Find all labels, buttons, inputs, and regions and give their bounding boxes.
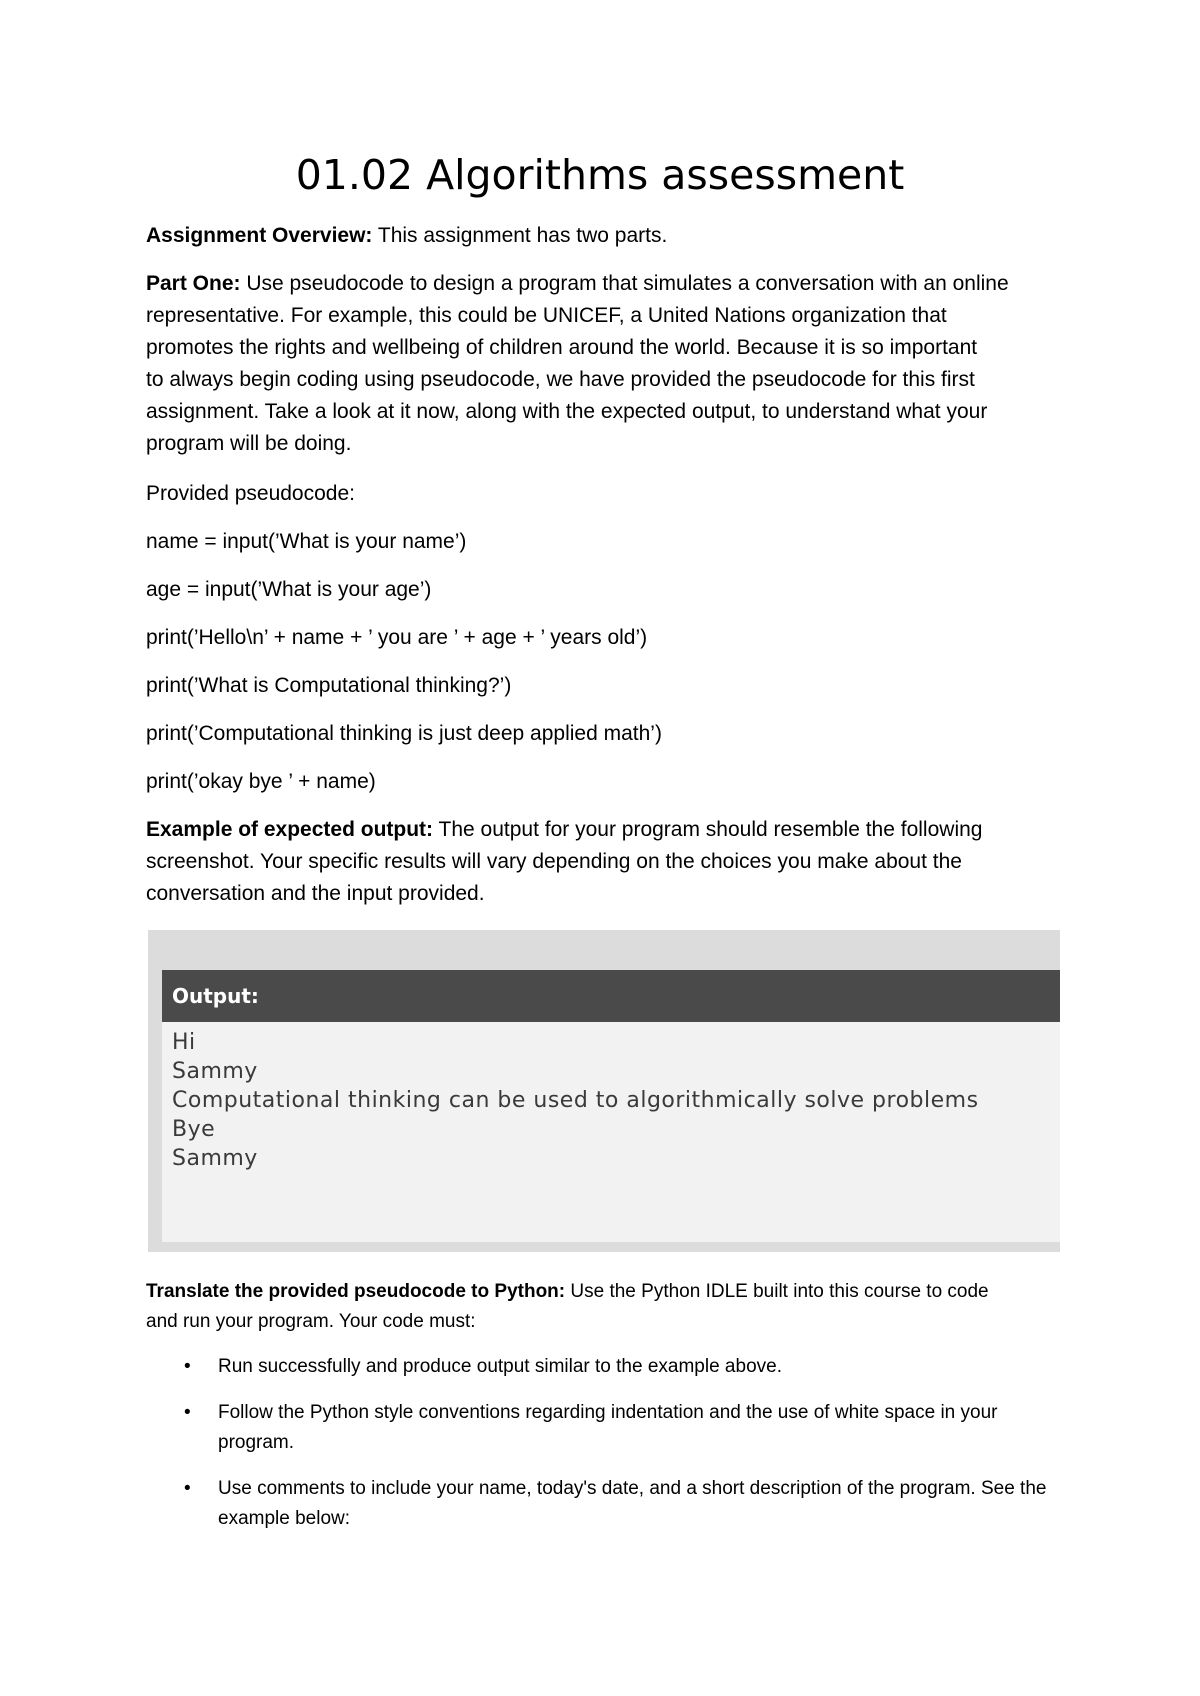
output-screenshot — [148, 930, 1060, 1252]
output-line: Bye — [172, 1117, 216, 1142]
pseudocode-line: name = input(’What is your name’) — [146, 530, 467, 553]
assignment-overview — [146, 220, 1066, 252]
expected-output-label: Example of expected output: — [146, 818, 434, 841]
output-line: Sammy — [172, 1059, 258, 1084]
bullet-icon: • — [184, 1356, 191, 1377]
output-line: Hi — [172, 1030, 196, 1055]
part-one-line: assignment. Take a look at it now, along with the expected output, to understand what your — [146, 400, 988, 423]
pseudocode-line: print(’okay bye ’ + name) — [146, 770, 376, 793]
translate-text: Use the Python IDLE built into this course to code — [565, 1281, 989, 1302]
overview-text: This assignment has two parts. — [372, 224, 668, 247]
expected-output-line: conversation and the input provided. — [146, 882, 485, 905]
list-item-text: Use comments to include your name, today's date, and a short description of the program. See the example below: — [218, 1478, 1047, 1529]
expected-output-line — [146, 814, 1066, 846]
pseudocode-line: print(’What is Computational thinking?’) — [146, 674, 512, 697]
part-one-line: promotes the rights and wellbeing of children around the world. Because it is so important — [146, 336, 978, 359]
part-one-line — [146, 268, 1066, 300]
expected-output-text: The output for your program should resemble the following — [433, 818, 983, 841]
part-one-line: to always begin coding using pseudocode, we have provided the pseudocode for this first — [146, 368, 975, 391]
output-line: Computational thinking can be used to algorithmically solve problems — [172, 1088, 979, 1113]
output-lines — [172, 1028, 1060, 1173]
list-item-text: Follow the Python style conventions regarding indentation and the use of white space in your program. — [218, 1402, 998, 1453]
part-one-paragraph — [146, 268, 1066, 460]
part-one-line: program will be doing. — [146, 432, 352, 455]
pseudocode-line: print(’Computational thinking is just deep applied math’) — [146, 722, 662, 745]
translate-paragraph — [146, 1277, 1066, 1337]
list-item-text: Run successfully and produce output similar to the example above. — [218, 1356, 782, 1377]
part-one-line: representative. For example, this could be UNICEF, a United Nations organization that — [146, 304, 947, 327]
provided-pseudocode-label: Provided pseudocode: — [146, 482, 355, 505]
output-line: Sammy — [172, 1146, 258, 1171]
expected-output-paragraph — [146, 814, 1066, 910]
expected-output-line: screenshot. Your specific results will vary depending on the choices you make about the — [146, 850, 962, 873]
page-title: 01.02 Algorithms assessment — [295, 151, 905, 199]
translate-line — [146, 1277, 1066, 1307]
pseudocode-line: print(’Hello\n’ + name + ’ you are ’ + age + ’ years old’) — [146, 626, 648, 649]
pseudocode-line: age = input(’What is your age’) — [146, 578, 432, 601]
overview-label: Assignment Overview: — [146, 224, 373, 247]
output-header: Output: — [162, 970, 1060, 1022]
translate-label: Translate the provided pseudocode to Python: — [146, 1281, 566, 1302]
bullet-icon: • — [184, 1402, 191, 1423]
part-one-label: Part One: — [146, 272, 241, 295]
translate-line: and run your program. Your code must: — [146, 1311, 476, 1332]
output-panel — [162, 970, 1060, 1242]
part-one-text: Use pseudocode to design a program that simulates a conversation with an online — [240, 272, 1009, 295]
bullet-icon: • — [184, 1478, 191, 1499]
